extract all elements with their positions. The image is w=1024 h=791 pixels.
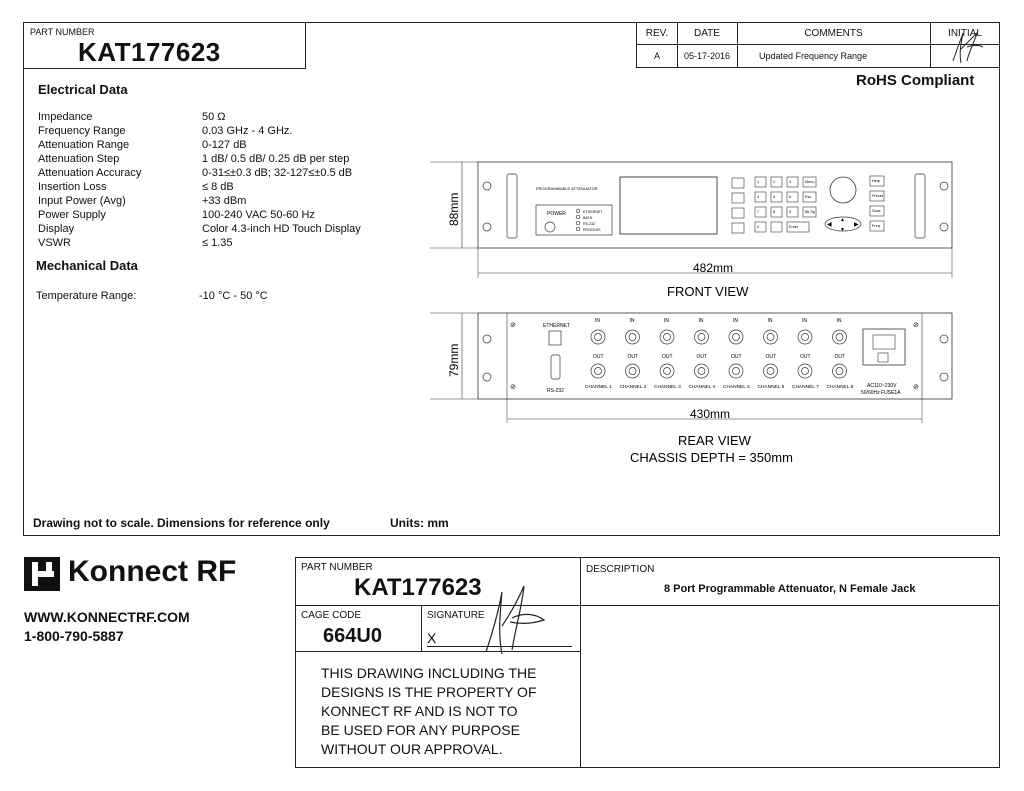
rear-view-caption: REAR VIEW <box>678 433 751 448</box>
initial-signature <box>947 29 987 65</box>
out-label: OUT <box>627 354 639 360</box>
out-label: OUT <box>593 354 604 360</box>
date-header: DATE <box>694 28 720 39</box>
out-connector[interactable] <box>591 364 605 378</box>
out-connector-core <box>733 368 740 375</box>
spec-label: Power Supply <box>38 209 106 221</box>
part-number-label: PART NUMBER <box>30 27 95 37</box>
temperature-value: -10 °C - 50 °C <box>199 290 268 302</box>
spec-value: ≤ 1.35 <box>202 237 233 249</box>
channel-label: CHANNEL 8 <box>826 385 854 390</box>
out-connector-core <box>836 368 843 375</box>
out-label: OUT <box>765 354 777 360</box>
out-label: OUT <box>696 354 708 360</box>
initial-header: INITIAL <box>948 28 982 39</box>
ethernet-port[interactable] <box>549 331 561 345</box>
channel-label: CHANNEL 6 <box>757 385 785 390</box>
scale-note: Drawing not to scale. Dimensions for reference only <box>33 516 330 530</box>
date-value: 05-17-2016 <box>683 51 731 61</box>
in-connector-core <box>595 334 602 341</box>
spec-value: 0.03 GHz - 4 GHz. <box>202 125 293 137</box>
keypad-key-label: Esc <box>805 195 812 199</box>
out-connector-core <box>767 368 774 375</box>
front-view-drawing <box>430 150 970 300</box>
in-connector[interactable] <box>833 330 847 344</box>
out-connector-core <box>698 368 705 375</box>
in-connector[interactable] <box>591 330 605 344</box>
part-number: KAT177623 <box>78 37 221 67</box>
rotary-knob[interactable] <box>830 177 856 203</box>
out-connector[interactable] <box>764 364 778 378</box>
keypad-key-label: 7 <box>757 210 760 214</box>
out-connector[interactable] <box>626 364 640 378</box>
svg-text:⊘: ⊘ <box>913 384 919 391</box>
indicator-label: PROCESS <box>583 228 601 232</box>
keypad-key-label: 2 <box>773 180 776 184</box>
spec-label: Insertion Loss <box>38 181 107 193</box>
keypad-key-label: 9 <box>789 210 792 214</box>
property-notice <box>321 664 537 759</box>
keypad-key-label: 4 <box>757 195 760 199</box>
out-connector-core <box>802 368 809 375</box>
keypad-key-label: 1 <box>757 180 760 184</box>
panel-title: PROGRAMMABLE ATTENUATOR <box>536 186 598 191</box>
spec-label: Attenuation Accuracy <box>38 167 142 179</box>
signature-x: X <box>427 630 437 646</box>
channel-label: CHANNEL 4 <box>688 385 716 390</box>
in-label: IN <box>629 318 635 324</box>
in-connector[interactable] <box>626 330 640 344</box>
rs232-port[interactable] <box>551 355 560 379</box>
chassis-depth: CHASSIS DEPTH = 350mm <box>630 450 793 465</box>
notice-line: WITHOUT OUR APPROVAL. <box>321 741 503 757</box>
part-number-box <box>23 22 306 69</box>
rohs-label: RoHS Compliant <box>856 72 975 89</box>
mechanical-title: Mechanical Data <box>36 258 138 273</box>
side-key-label: Help <box>872 179 880 183</box>
indicator-label: RS-232 <box>583 222 596 226</box>
out-connector[interactable] <box>695 364 709 378</box>
units-note: Units: mm <box>390 516 449 530</box>
comments-value: Updated Frequency Range <box>759 51 868 61</box>
power-label: POWER <box>547 211 566 217</box>
revision-table <box>636 22 1000 68</box>
channel-label: CHANNEL 3 <box>654 385 681 390</box>
svg-text:◀: ◀ <box>827 222 832 228</box>
keypad-key-label: 5 <box>773 195 776 199</box>
spec-value: Color 4.3-inch HD Touch Display <box>202 223 361 235</box>
temperature-label: Temperature Range: <box>36 290 137 302</box>
spec-label: Frequency Range <box>38 125 126 137</box>
spec-value: +33 dBm <box>202 195 247 207</box>
out-connector-core <box>629 368 636 375</box>
signature-mark <box>476 578 556 658</box>
keypad-key-label: Enter <box>789 225 799 229</box>
keypad-key-label: 0 <box>757 225 760 229</box>
ac-label-2: 50/60Hz FUSE1A <box>861 390 901 396</box>
in-label: IN <box>664 318 669 324</box>
channel-label: CHANNEL 1 <box>585 385 612 390</box>
keypad-key-label: Bk Sp <box>805 210 816 214</box>
power-button[interactable] <box>545 222 555 232</box>
out-label: OUT <box>662 354 673 360</box>
in-label: IN <box>595 318 600 324</box>
spec-label: Display <box>38 223 75 235</box>
indicator-led <box>576 209 580 213</box>
out-label: OUT <box>834 354 846 360</box>
rear-width-dim: 430mm <box>690 407 731 421</box>
spec-value: 0-127 dB <box>202 139 247 151</box>
power-switch[interactable] <box>878 353 888 362</box>
front-view-caption: FRONT VIEW <box>667 284 749 299</box>
company-logo-icon <box>24 557 60 591</box>
comments-header: COMMENTS <box>804 28 863 39</box>
keypad-key-label: 8 <box>773 210 776 214</box>
side-key-label: Freq <box>872 224 880 228</box>
spec-label: VSWR <box>38 237 71 249</box>
in-label: IN <box>836 318 842 324</box>
spec-value: 50 Ω <box>202 111 226 123</box>
in-connector[interactable] <box>798 330 812 344</box>
in-connector-core <box>664 334 671 341</box>
notice-line: KONNECT RF AND IS NOT TO <box>321 703 518 719</box>
svg-text:▶: ▶ <box>854 222 859 228</box>
indicator-led <box>576 215 580 219</box>
rs232-label: RS-232 <box>547 388 564 394</box>
out-label: OUT <box>731 354 742 360</box>
cage-code: 664U0 <box>323 625 382 647</box>
indicator-led <box>576 221 580 225</box>
svg-text:▼: ▼ <box>840 227 845 233</box>
rev-header: REV. <box>645 28 669 39</box>
spec-value: 100-240 VAC 50-60 Hz <box>202 209 315 221</box>
spec-value: 0-31≤±0.3 dB; 32-127≤±0.5 dB <box>202 167 353 179</box>
title-block <box>295 557 1000 768</box>
in-connector[interactable] <box>764 330 778 344</box>
in-label: IN <box>733 318 738 324</box>
spec-label: Impedance <box>38 111 93 123</box>
front-width-dim: 482mm <box>693 261 734 275</box>
title-part-number-label: PART NUMBER <box>301 562 373 573</box>
notice-line: THIS DRAWING INCLUDING THE <box>321 665 537 681</box>
electrical-title: Electrical Data <box>38 82 128 97</box>
spec-label: Attenuation Range <box>38 139 130 151</box>
out-connector-core <box>595 368 602 375</box>
side-key-label: Save <box>872 209 881 213</box>
side-key-label: Preset <box>872 194 883 198</box>
ethernet-label: ETHERNET <box>543 323 570 329</box>
svg-text:⊘: ⊘ <box>913 322 919 329</box>
signature-label: SIGNATURE <box>427 610 485 621</box>
keypad-key-label: Menu <box>805 180 815 184</box>
channel-label: CHANNEL 5 <box>723 385 750 390</box>
cage-code-label: CAGE CODE <box>301 610 362 621</box>
in-connector-core <box>629 334 636 341</box>
in-connector[interactable] <box>660 330 674 344</box>
spec-value: 1 dB/ 0.5 dB/ 0.25 dB per step <box>202 153 350 165</box>
keypad-key-label: 6 <box>789 195 792 199</box>
out-connector[interactable] <box>729 364 743 378</box>
rear-view-drawing <box>430 305 970 467</box>
in-connector-core <box>733 334 740 341</box>
title-part-number: KAT177623 <box>354 574 482 601</box>
in-label: IN <box>802 318 807 324</box>
ac-inlet[interactable] <box>863 329 905 365</box>
in-connector-core <box>767 334 774 341</box>
svg-text:⊘: ⊘ <box>510 322 516 329</box>
ac-label-1: AC110~230V <box>867 383 897 389</box>
out-connector-core <box>664 368 671 375</box>
touch-display[interactable] <box>620 177 717 234</box>
out-connector[interactable] <box>833 364 847 378</box>
channel-label: CHANNEL 7 <box>792 385 819 390</box>
in-connector[interactable] <box>729 330 743 344</box>
in-label: IN <box>698 318 704 324</box>
indicator-label: ETHERNET <box>583 210 603 214</box>
in-connector[interactable] <box>695 330 709 344</box>
in-connector-core <box>698 334 705 341</box>
rev-value: A <box>653 51 660 61</box>
spec-value: ≤ 8 dB <box>202 181 234 193</box>
rear-height-dim: 79mm <box>447 343 461 377</box>
indicator-label: BATH <box>583 216 593 220</box>
description: 8 Port Programmable Attenuator, N Female Jack <box>664 583 916 595</box>
in-connector-core <box>836 334 843 341</box>
company-phone: 1-800-790-5887 <box>24 628 124 644</box>
svg-text:⊘: ⊘ <box>510 384 516 391</box>
company-website[interactable]: WWW.KONNECTRF.COM <box>24 609 190 625</box>
channel-label: CHANNEL 2 <box>619 385 647 390</box>
notice-line: DESIGNS IS THE PROPERTY OF <box>321 684 537 700</box>
out-connector[interactable] <box>660 364 674 378</box>
svg-text:▲: ▲ <box>840 217 845 223</box>
in-connector-core <box>802 334 809 341</box>
in-label: IN <box>767 318 773 324</box>
indicator-led <box>576 227 580 231</box>
out-label: OUT <box>800 354 811 360</box>
out-connector[interactable] <box>798 364 812 378</box>
spec-label: Attenuation Step <box>38 153 120 165</box>
keypad-key-label: . <box>773 225 775 229</box>
front-height-dim: 88mm <box>447 192 461 226</box>
description-label: DESCRIPTION <box>586 564 655 575</box>
company-name: Konnect RF <box>68 555 237 588</box>
notice-line: BE USED FOR ANY PURPOSE <box>321 722 520 738</box>
spec-label: Input Power (Avg) <box>38 195 126 207</box>
keypad-key-label: 3 <box>789 180 792 184</box>
